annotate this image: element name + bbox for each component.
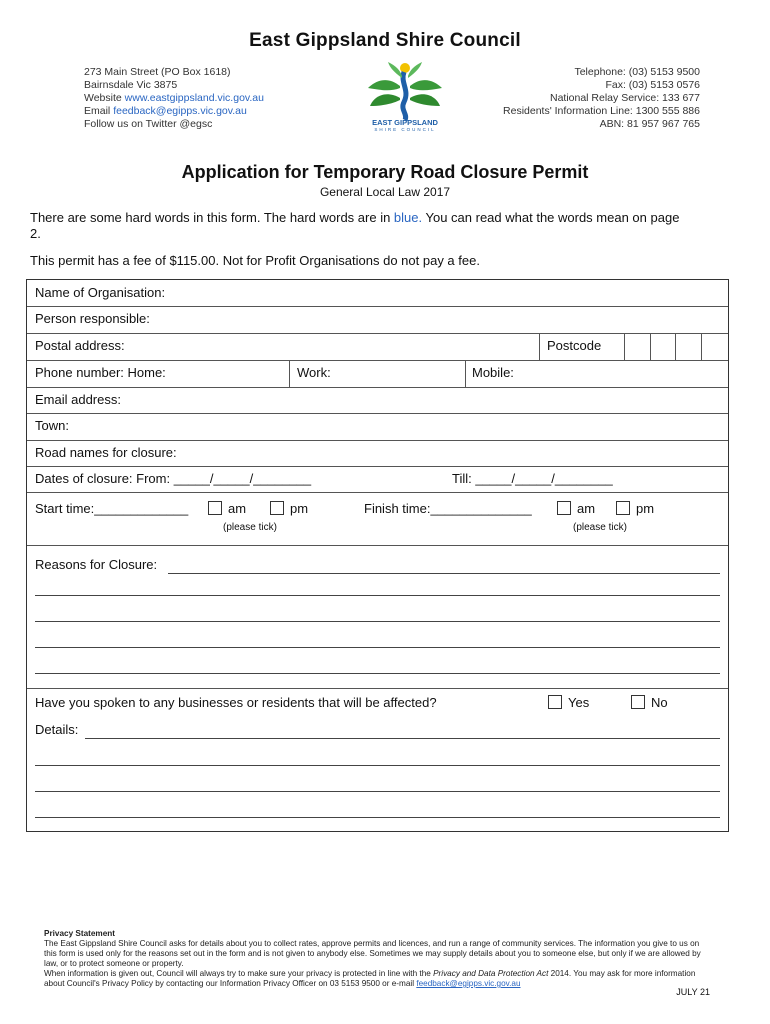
road-names-label: Road names for closure: [35,445,177,460]
person-responsible-label: Person responsible: [35,311,150,326]
contact-line: National Relay Service: 133 677 [549,92,700,104]
details-label: Details: [35,722,79,737]
details-line[interactable] [85,738,720,739]
work-phone-label: Work: [297,365,331,380]
blue-word-example: blue. [393,210,423,225]
council-address-block [84,66,264,131]
council-name: East Gippsland Shire Council [249,30,521,51]
fee-text: This permit has a fee of $115.00. Not for Profit Organisations do not pay a fee. [30,253,480,268]
privacy-text-2: When information is given out, Council will always try to make sure your privacy is protected in line with the Privacy and Data Protection Act 2014. You may ask for more information about Council's Privacy Policy by contacting our Information Privacy Officer on 03 5153 9500 or e-mail feedback@egipps.vic.gov.au [44,969,696,988]
reasons-line[interactable] [35,621,720,622]
spoken-question: Have you spoken to any businesses or residents that will be affected? [35,695,437,710]
reasons-line[interactable] [35,673,720,674]
address-line: Bairnsdale Vic 3875 [84,79,178,91]
address-line: 273 Main Street (PO Box 1618) [84,66,231,78]
reasons-section[interactable] [27,545,728,689]
town-field[interactable] [27,413,728,441]
twitter-line: Follow us on Twitter @egsc [84,118,213,130]
email-label: Email address: [35,392,121,407]
form-subtitle: General Local Law 2017 [319,185,451,199]
logo-text: EAST GIPPSLAND [372,118,438,127]
privacy-email-link[interactable]: feedback@egipps.vic.gov.au [416,979,521,988]
council-logo [360,58,450,134]
start-am-option[interactable]: am [208,501,246,516]
dates-row [27,466,728,493]
date-stamp: JULY 21 [676,987,710,997]
logo-subtext: SHIRE COUNCIL [374,127,436,132]
checkbox-icon[interactable] [557,501,571,515]
form-title: Application for Temporary Road Closure Permit [181,162,589,182]
intro-text: There are some hard words in this form. The hard words are in blue. You can read what the words mean on page 2. [30,210,680,241]
privacy-statement [44,929,714,989]
start-pm-option[interactable]: pm [270,501,308,516]
details-line[interactable] [35,791,720,792]
postcode-box[interactable] [701,333,702,360]
finish-pm-option[interactable]: pm [616,501,654,516]
privacy-heading: Privacy Statement [44,929,115,938]
town-label: Town: [35,418,69,433]
road-names-field[interactable] [27,440,728,467]
times-row [27,492,728,546]
finish-time-label[interactable]: Finish time:______________ [364,501,532,516]
checkbox-icon[interactable] [548,695,562,709]
start-time-label[interactable]: Start time:_____________ [35,501,189,516]
postal-address-row [27,333,728,361]
please-tick-note: (please tick) [223,522,277,533]
postcode-label: Postcode [547,338,602,353]
checkbox-icon[interactable] [616,501,630,515]
reasons-line[interactable] [35,647,720,648]
details-line[interactable] [35,765,720,766]
organisation-field[interactable] [27,280,728,307]
privacy-text: The East Gippsland Shire Council asks for details about you to collect rates, approve permits and licences, and run a range of community services. The information you give to us on this form is used only for the reasons set out in the form and is not given to anybody else. Sometimes we may supply details about you to someone else, but only if we are allowed by law, or to protect someone or property. [44,939,701,968]
reasons-line[interactable] [168,573,720,574]
email-link[interactable]: feedback@egipps.vic.gov.au [113,105,247,117]
website-link[interactable]: www.eastgippsland.vic.gov.au [124,92,264,104]
no-option[interactable]: No [631,695,668,710]
checkbox-icon[interactable] [631,695,645,709]
postcode-box[interactable] [675,333,676,360]
finish-am-option[interactable]: am [557,501,595,516]
checkbox-icon[interactable] [270,501,284,515]
reasons-line[interactable] [35,595,720,596]
affected-section [27,688,728,832]
phone-row [27,360,728,388]
dates-from-label[interactable]: Dates of closure: From: _____/_____/________ [35,471,312,486]
phone-home-label: Phone number: Home: [35,365,166,380]
email-line: Email feedback@egipps.vic.gov.au [84,105,247,117]
please-tick-note: (please tick) [573,522,627,533]
yes-option[interactable]: Yes [548,695,589,710]
checkbox-icon[interactable] [208,501,222,515]
organisation-label: Name of Organisation: [35,285,166,300]
application-form [26,279,729,832]
council-contact-block [503,66,700,131]
website-line: Website www.eastgippsland.vic.gov.au [84,92,264,104]
contact-line: Fax: (03) 5153 0576 [605,79,700,91]
person-responsible-field[interactable] [27,306,728,334]
reasons-label: Reasons for Closure: [35,557,158,572]
details-line[interactable] [35,817,720,818]
postcode-box[interactable] [650,333,651,360]
mobile-label: Mobile: [472,365,514,380]
email-field[interactable] [27,387,728,414]
dates-till-label[interactable]: Till: _____/_____/________ [452,471,613,486]
contact-line: Residents' Information Line: 1300 555 886 [503,105,700,117]
postal-address-label: Postal address: [35,338,125,353]
contact-line: Telephone: (03) 5153 9500 [574,66,700,78]
contact-line: ABN: 81 957 967 765 [599,118,700,130]
